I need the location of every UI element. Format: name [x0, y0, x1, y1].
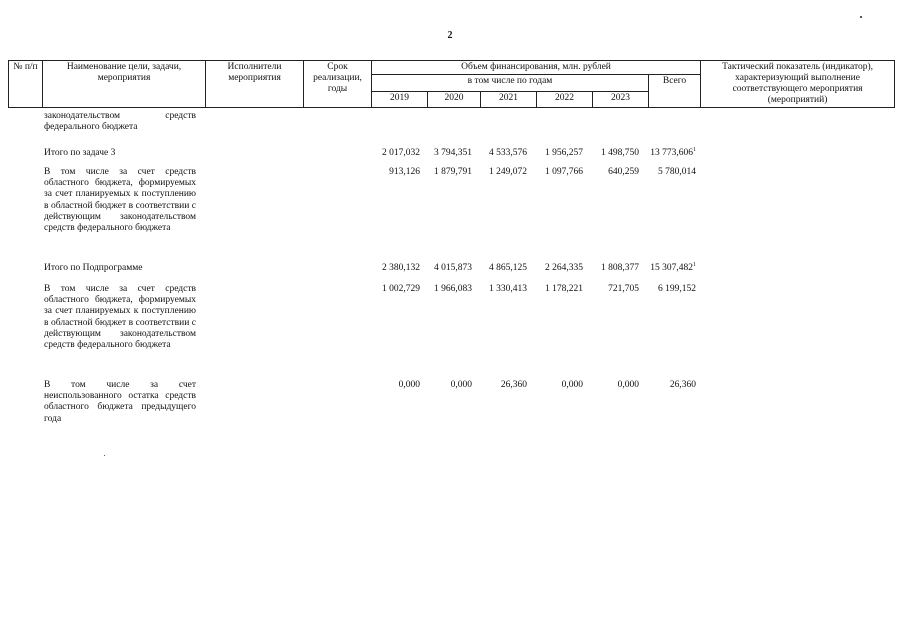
header-col-total: Всего: [649, 75, 701, 108]
row-value-total: 13 773,606$^1$: [650, 147, 696, 158]
row-value-2021: 4 865,125: [489, 263, 527, 273]
header-year: 2021: [481, 91, 537, 107]
header-col-executors: Исполнители мероприятия: [206, 61, 304, 108]
row-value-2021: 1 249,072: [489, 167, 527, 177]
row-value-2021: 4 533,576: [489, 148, 527, 158]
row-name: законодательством средств федерального бюджета: [44, 111, 196, 133]
row-value-2020: 3 794,351: [434, 148, 472, 158]
row-value-2023: 0,000: [617, 380, 639, 390]
scan-speck: [860, 16, 862, 18]
row-name: В том числе за счет неиспользованного остатка средств областного бюджета предыдущего года: [44, 380, 196, 424]
row-name: Итого по задаче 3: [44, 148, 116, 158]
row-value-total: 15 307,482$^1$: [650, 262, 696, 273]
scan-speck: [104, 455, 105, 456]
header-col-financing: Объем финансирования, млн. рублей: [372, 61, 701, 75]
header-col-indicator: Тактический показатель (индикатор), характеризующий выполнение соответствующего мероприятия (мероприятий): [701, 61, 895, 108]
header-year: 2020: [428, 91, 481, 107]
footnote-marker: 1: [693, 147, 696, 153]
row-value-2023: 1 498,750: [601, 148, 639, 158]
row-value-total: 26,360: [669, 380, 696, 390]
row-value-2023: 721,705: [608, 284, 639, 294]
row-name: В том числе за счет средств областного бюджета, формируемых за счет планируемых к поступлению в областной бюджет в соответствии с действующим законодательством средств федерального бюджета: [44, 167, 196, 234]
row-name: Итого по Подпрограмме: [44, 263, 143, 273]
row-name: В том числе за счет средств областного бюджета, формируемых за счет планируемых к поступлению в областной бюджет в соответствии с действующим законодательством средств федерального бюджета: [44, 284, 196, 351]
row-value-2020: 1 966,083: [434, 284, 472, 294]
row-value-2019: 2 017,032: [382, 148, 420, 158]
row-value-2019: 913,126: [389, 167, 420, 177]
row-value-2020: 1 879,791: [434, 167, 472, 177]
row-value-2022: 0,000: [561, 380, 583, 390]
footnote-marker: 1: [693, 262, 696, 268]
row-value-2019: 0,000: [398, 380, 420, 390]
row-value-2020: 4 015,873: [434, 263, 472, 273]
header-year: 2022: [537, 91, 593, 107]
row-value-2021: 1 330,413: [489, 284, 527, 294]
page-number: 2: [447, 30, 453, 41]
row-value-2023: 640,259: [608, 167, 639, 177]
header-by-years: в том числе по годам: [372, 75, 649, 92]
table-header: [8, 60, 895, 108]
row-value-total: 6 199,152: [658, 284, 696, 294]
row-value-2021: 26,360: [500, 380, 527, 390]
row-value-2023: 1 808,377: [601, 263, 639, 273]
row-value-2022: 1 097,766: [545, 167, 583, 177]
row-value-2019: 1 002,729: [382, 284, 420, 294]
header-year: 2019: [372, 91, 428, 107]
row-value-2022: 2 264,335: [545, 263, 583, 273]
row-value-2022: 1 956,257: [545, 148, 583, 158]
row-value-2019: 2 380,132: [382, 263, 420, 273]
header-col-term: Срок реализации, годы: [304, 61, 372, 108]
header-col-name: Наименование цели, задачи, мероприятия: [43, 61, 206, 108]
header-year: 2023: [593, 91, 649, 107]
row-value-2020: 0,000: [450, 380, 472, 390]
row-value-2022: 1 178,221: [545, 284, 583, 294]
header-col-number: № п/п: [9, 61, 43, 108]
row-value-total: 5 780,014: [658, 167, 696, 177]
